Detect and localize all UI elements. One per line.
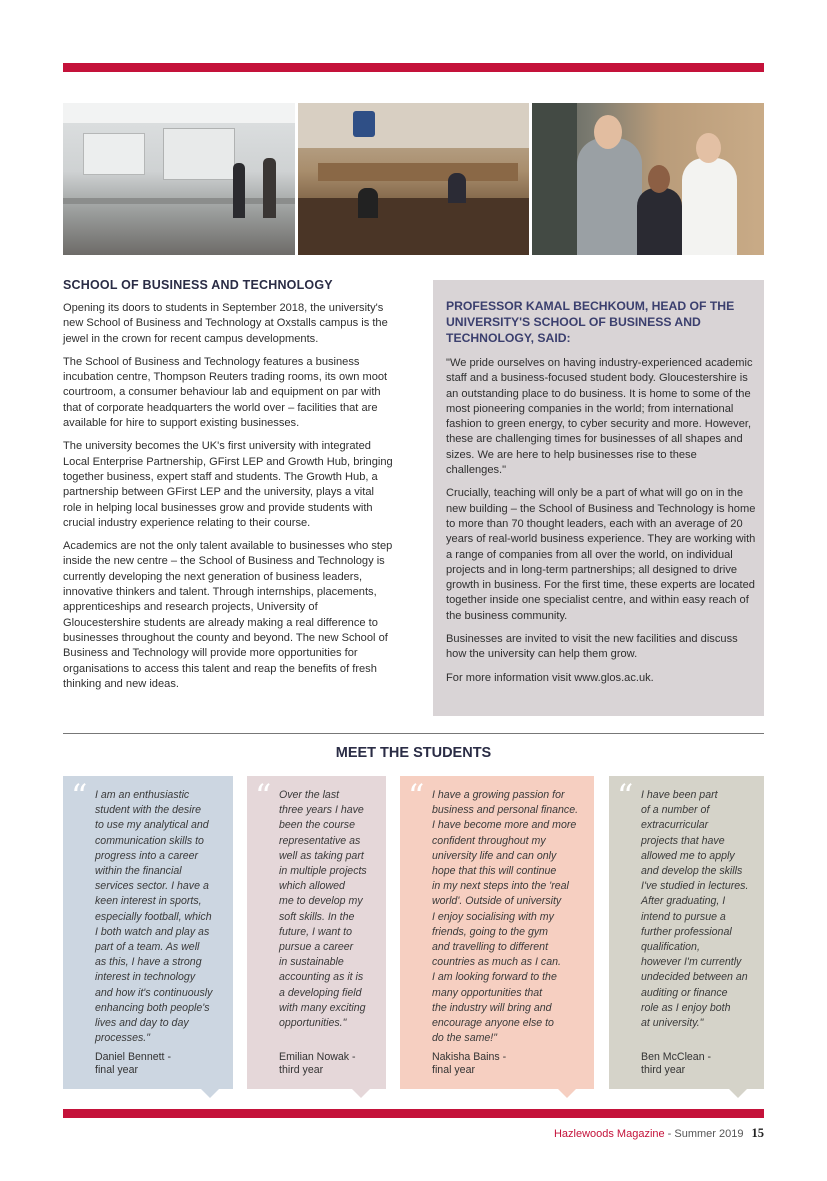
quote-line: the industry will bring and: [432, 1001, 552, 1014]
magazine-name: Hazlewoods Magazine: [553, 1128, 665, 1140]
quote-line: world'. Outside of university: [432, 895, 562, 908]
professor-quote-box: [433, 280, 764, 716]
quote-line: and develop the skills: [641, 865, 743, 878]
quote-line: business and personal finance.: [432, 804, 579, 817]
quote-line: well as taking part: [279, 849, 364, 862]
page-footer: [554, 1126, 764, 1141]
student-quote: [95, 788, 212, 1046]
quote-line: processes.": [95, 1032, 150, 1045]
quote-line: soft skills. In the: [279, 910, 355, 923]
section-title: SCHOOL OF BUSINESS AND TECHNOLOGY: [63, 278, 333, 292]
quote-line: three years I have: [279, 804, 364, 817]
quote-line: countries as much as I can.: [432, 956, 561, 969]
quote-line: university life and can only: [432, 849, 557, 862]
article-paragraph: Academics are not the only talent available to businesses who step inside the new centre – the School of Business and Technology is currently developing the next generation of business leaders, innovative thinkers and talent. Through internships, placements, apprenticeships and research projects, University of Gloucestershire students are already making a real difference to businesses throughout the county and beyond. The new School of Business and Technology will provide more opportunities for organisations to access this talent and reap the benefits of fresh thinking and new ideas.: [63, 540, 393, 690]
quote-line: as this, I have a strong: [95, 956, 202, 969]
courtroom-photo: [298, 103, 530, 255]
quote-line: friends, going to the gym: [432, 925, 549, 938]
quote-line: been the course: [279, 819, 355, 832]
quote-line: with many exciting: [279, 1001, 366, 1014]
quote-mark-icon: “: [71, 777, 88, 815]
quote-paragraph: "We pride ourselves on having industry-experienced academic staff and a business-focused student body. Gloucestershire is an outstanding place to do business. It is home to some of the most pioneering companies in the world; from international fashion to green energy, to cyber security and more. However, these are challenging times for businesses of all shapes and sizes. We are here to help businesses rise to these challenges.": [446, 357, 753, 477]
quote-line: do the same!": [432, 1032, 498, 1045]
article-paragraph: Opening its doors to students in September 2018, the university's new School of Business and Technology at Oxstalls campus is the jewel in the crown for recent campus developments.: [63, 302, 388, 345]
quote-line: I enjoy socialising with my: [432, 910, 554, 923]
quote-paragraph: Crucially, teaching will only be a part of what will go on in the new building – the School of Business and Technology is home to more than 70 thought leaders, each with an average of 20 years of real-world business experience. They are working with a range of companies from all over the world, on individual projects and in long-term partnerships; all designed to drive growth in business. For the first time, these experts are located together inside one specialist centre, and within easy reach of the business community.: [446, 487, 756, 622]
quote-mark-icon: “: [617, 777, 634, 815]
quote-line: I've studied in lectures.: [641, 880, 749, 893]
quote-line: and how it's continuously: [95, 986, 213, 999]
photo-strip: [63, 103, 764, 255]
quote-line: accounting as it is: [279, 971, 364, 984]
atrium-photo: [63, 103, 295, 255]
meet-students-title: MEET THE STUDENTS: [335, 745, 492, 761]
student-card-nakisha: [400, 776, 594, 1089]
quote-body: [446, 356, 756, 694]
quote-line: pursue a career: [279, 941, 354, 954]
quote-line: encourage anyone else to: [432, 1017, 554, 1030]
quote-line: lives and day to day: [95, 1017, 189, 1030]
student-name: Daniel Bennett - final year: [95, 1051, 171, 1076]
quote-line: I have become more and more: [432, 819, 577, 832]
top-accent-bar: [63, 63, 764, 72]
quote-line: I have been part: [641, 789, 718, 801]
student-card-daniel: [63, 776, 233, 1089]
quote-line: Over the last: [279, 789, 340, 801]
quote-line: to use my analytical and: [95, 819, 209, 832]
more-info-link[interactable]: For more information visit www.glos.ac.uk.: [446, 671, 654, 684]
quote-paragraph: Businesses are invited to visit the new facilities and discuss how the university can help them grow.: [446, 633, 738, 661]
quote-line: however I'm currently: [641, 956, 742, 969]
quote-line: communication skills to: [95, 834, 204, 847]
student-name: Ben McClean - third year: [641, 1051, 712, 1076]
quote-heading: PROFESSOR KAMAL BECHKOUM, HEAD OF THE UNIVERSITY'S SCHOOL OF BUSINESS AND TECHNOLOGY, SAID:: [446, 299, 735, 345]
quote-line: After graduating, I: [641, 895, 726, 908]
quote-line: projects that have: [641, 834, 725, 847]
card-pointer: [729, 1089, 747, 1098]
student-quote: [432, 788, 578, 1046]
quote-line: enhancing both people's: [95, 1001, 210, 1014]
quote-line: I both watch and play as: [95, 925, 210, 938]
quote-line: services sector. I have a: [95, 880, 209, 893]
article-paragraph: The School of Business and Technology features a business incubation centre, Thompson Reuters trading rooms, its own moot courtroom, a consumer behaviour lab and equipment on par with that of corporate headquarters the world over – facilities that are available for hire to support existing businesses.: [63, 355, 388, 430]
quote-mark-icon: “: [408, 777, 425, 815]
quote-line: intend to pursue a: [641, 910, 726, 923]
students-photo: [532, 103, 764, 255]
article-body: [63, 301, 395, 700]
quote-line: and travelling to different: [432, 941, 549, 954]
student-card-ben: [609, 776, 764, 1089]
quote-line: confident throughout my: [432, 834, 546, 847]
student-name: Nakisha Bains - final year: [432, 1051, 507, 1076]
quote-line: extracurricular: [641, 819, 709, 832]
quote-line: future, I want to: [279, 925, 353, 938]
quote-line: especially football, which: [95, 910, 212, 923]
quote-line: student with the desire: [95, 804, 201, 817]
student-quote: [279, 788, 367, 1031]
quote-line: many opportunities that: [432, 986, 543, 999]
section-divider: [63, 733, 764, 734]
student-name: Emilian Nowak - third year: [279, 1051, 356, 1076]
quote-line: interest in technology: [95, 971, 196, 984]
quote-line: within the financial: [95, 865, 182, 878]
article-paragraph: The university becomes the UK's first university with integrated Local Enterprise Partnership, GFirst LEP and Growth Hub, bringing together business, expert staff and students. The Growth Hub, a partnership between GFirst LEP and the university, plays a vital role in helping local businesses grow and provide students with crucial industry experience relating to their course.: [63, 440, 393, 529]
quote-line: which allowed: [279, 880, 345, 893]
bottom-accent-bar: [63, 1109, 764, 1118]
card-pointer: [352, 1089, 370, 1098]
quote-line: keen interest in sports,: [95, 895, 202, 908]
quote-line: allowed me to apply: [641, 849, 735, 862]
quote-line: I am looking forward to the: [432, 971, 557, 984]
quote-line: part of a team. As well: [95, 941, 200, 954]
quote-line: qualification,: [641, 941, 700, 954]
quote-line: further professional: [641, 925, 732, 938]
card-pointer: [201, 1089, 219, 1098]
quote-line: at university.": [641, 1017, 704, 1030]
issue-date: Summer 2019: [674, 1128, 744, 1140]
page-number: 15: [751, 1126, 764, 1140]
quote-line: I have a growing passion for: [432, 789, 565, 801]
student-card-emilian: [247, 776, 386, 1089]
quote-line: opportunities.": [279, 1017, 347, 1030]
quote-line: I am an enthusiastic: [95, 789, 190, 801]
quote-line: role as I enjoy both: [641, 1001, 731, 1014]
quote-line: a developing field: [279, 986, 362, 999]
quote-line: progress into a career: [95, 849, 199, 862]
quote-line: in my next steps into the 'real: [432, 880, 569, 893]
quote-line: undecided between an: [641, 971, 748, 984]
student-quote: [641, 788, 748, 1031]
quote-line: in sustainable: [279, 956, 344, 969]
quote-mark-icon: “: [255, 777, 272, 815]
quote-line: representative as: [279, 834, 361, 847]
card-pointer: [558, 1089, 576, 1098]
quote-line: me to develop my: [279, 895, 363, 908]
quote-line: in multiple projects: [279, 865, 367, 878]
quote-line: of a number of: [641, 804, 710, 817]
footer-separator: -: [664, 1128, 675, 1140]
quote-line: hope that this will continue: [432, 865, 557, 878]
quote-line: auditing or finance: [641, 986, 728, 999]
